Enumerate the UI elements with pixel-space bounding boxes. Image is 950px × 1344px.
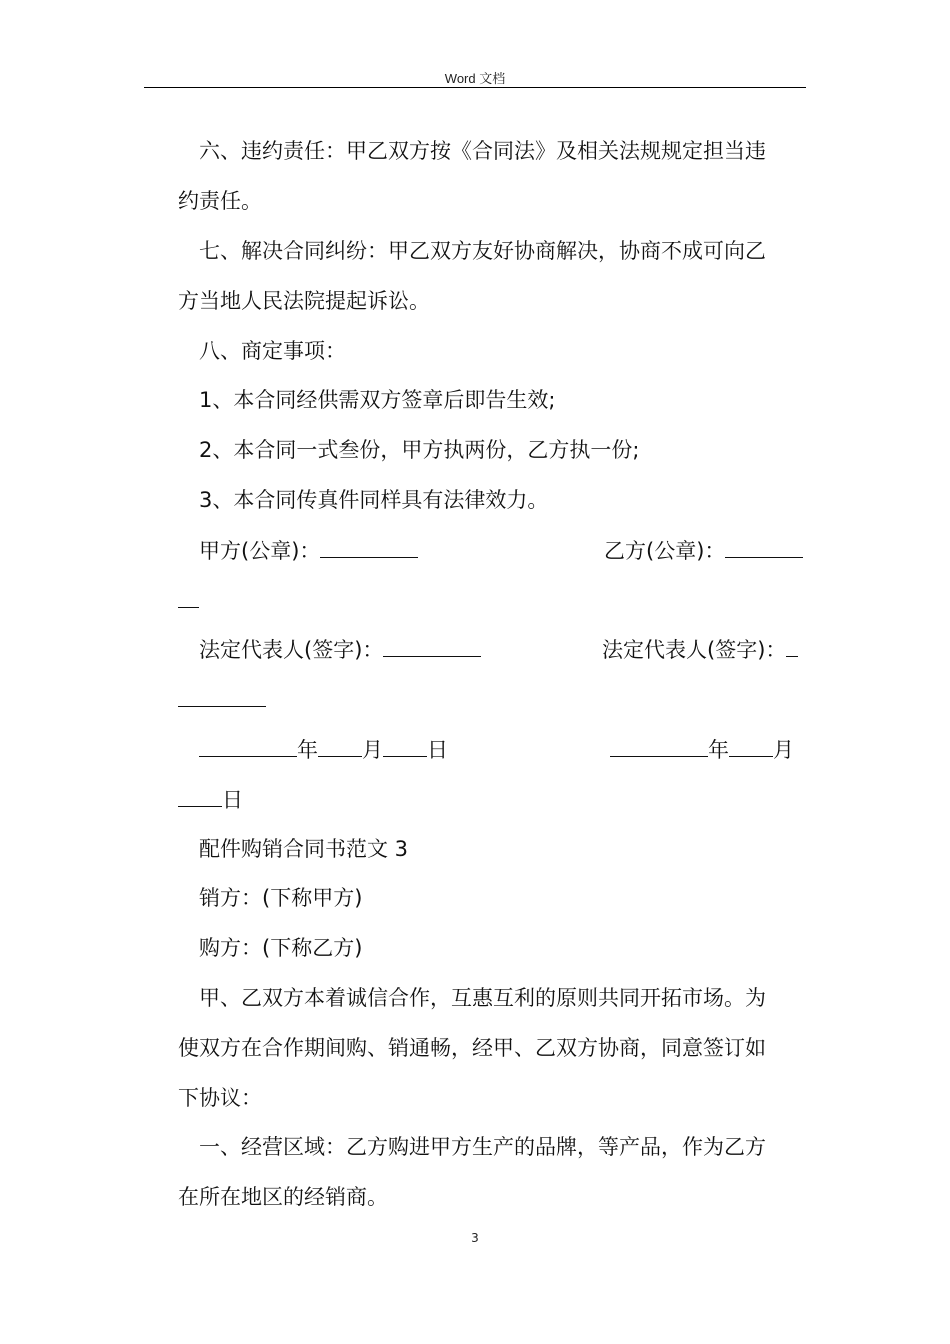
month-label-b: 月 (773, 738, 794, 762)
list-item-fax-validity: 3、本合同传真件同样具有法律效力。 (199, 488, 549, 512)
party-b-month-blank[interactable] (729, 734, 773, 757)
list-item-effective: 1、本合同经供需双方签章后即告生效; (199, 388, 556, 412)
party-a-seal-blank[interactable] (320, 535, 418, 558)
list-item-copies: 2、本合同一式叁份，甲方执两份，乙方执一份; (199, 438, 640, 462)
intro-line1: 甲、乙双方本着诚信合作，互惠互利的原则共同开拓市场。为 (199, 986, 766, 1010)
party-a-month-blank[interactable] (318, 734, 362, 757)
party-b-date-row (610, 734, 794, 765)
party-b-rep-row (602, 634, 798, 665)
party-b-seal-label: 乙方(公章)： (604, 539, 726, 563)
seller-line: 销方：(下称甲方) (199, 886, 363, 910)
clause1-line1: 一、经营区域：乙方购进甲方生产的品牌，等产品，作为乙方 (199, 1135, 766, 1159)
page-header: Word 文档 (444, 71, 506, 86)
intro-line3: 下协议： (178, 1086, 262, 1110)
party-b-seal-blank[interactable] (725, 535, 803, 558)
paragraph-dispute-line2: 方当地人民法院提起诉讼。 (178, 289, 430, 313)
party-a-seal-label: 甲方(公章)： (199, 539, 321, 563)
buyer-line: 购方：(下称乙方) (199, 936, 363, 960)
year-label-a: 年 (297, 738, 318, 762)
party-b-day-row (178, 784, 243, 815)
party-b-seal-row (604, 535, 803, 566)
day-label-a: 日 (427, 738, 448, 762)
party-b-rep-blank[interactable] (786, 634, 798, 657)
party-b-seal-blank-cont (178, 585, 199, 616)
party-b-day-blank[interactable] (178, 784, 222, 807)
party-b-seal-blank-wrap[interactable] (178, 585, 199, 608)
party-a-day-blank[interactable] (383, 734, 427, 757)
party-a-rep-row (199, 634, 481, 665)
party-a-date-row (199, 734, 448, 765)
month-label-a: 月 (362, 738, 383, 762)
page-number: 3 (471, 1231, 479, 1245)
header-divider (144, 87, 806, 88)
party-b-rep-blank-wrap[interactable] (178, 684, 266, 707)
day-label-b: 日 (222, 788, 243, 812)
party-b-year-blank[interactable] (610, 734, 708, 757)
party-b-rep-label: 法定代表人(签字)： (602, 638, 787, 662)
party-a-seal-row (199, 535, 418, 566)
section-title: 配件购销合同书范文 3 (199, 837, 409, 861)
party-a-year-blank[interactable] (199, 734, 297, 757)
intro-line2: 使双方在合作期间购、销通畅，经甲、乙双方协商，同意签订如 (178, 1036, 766, 1060)
party-b-rep-blank-cont (178, 684, 266, 715)
paragraph-agreed-matters: 八、商定事项： (199, 339, 346, 363)
paragraph-breach-line2: 约责任。 (178, 189, 262, 213)
paragraph-dispute-line1: 七、解决合同纠纷：甲乙双方友好协商解决，协商不成可向乙 (199, 239, 766, 263)
year-label-b: 年 (708, 738, 729, 762)
party-a-rep-blank[interactable] (383, 634, 481, 657)
party-a-rep-label: 法定代表人(签字)： (199, 638, 384, 662)
clause1-line2: 在所在地区的经销商。 (178, 1185, 388, 1209)
paragraph-breach-line1: 六、违约责任：甲乙双方按《合同法》及相关法规规定担当违 (199, 139, 766, 163)
